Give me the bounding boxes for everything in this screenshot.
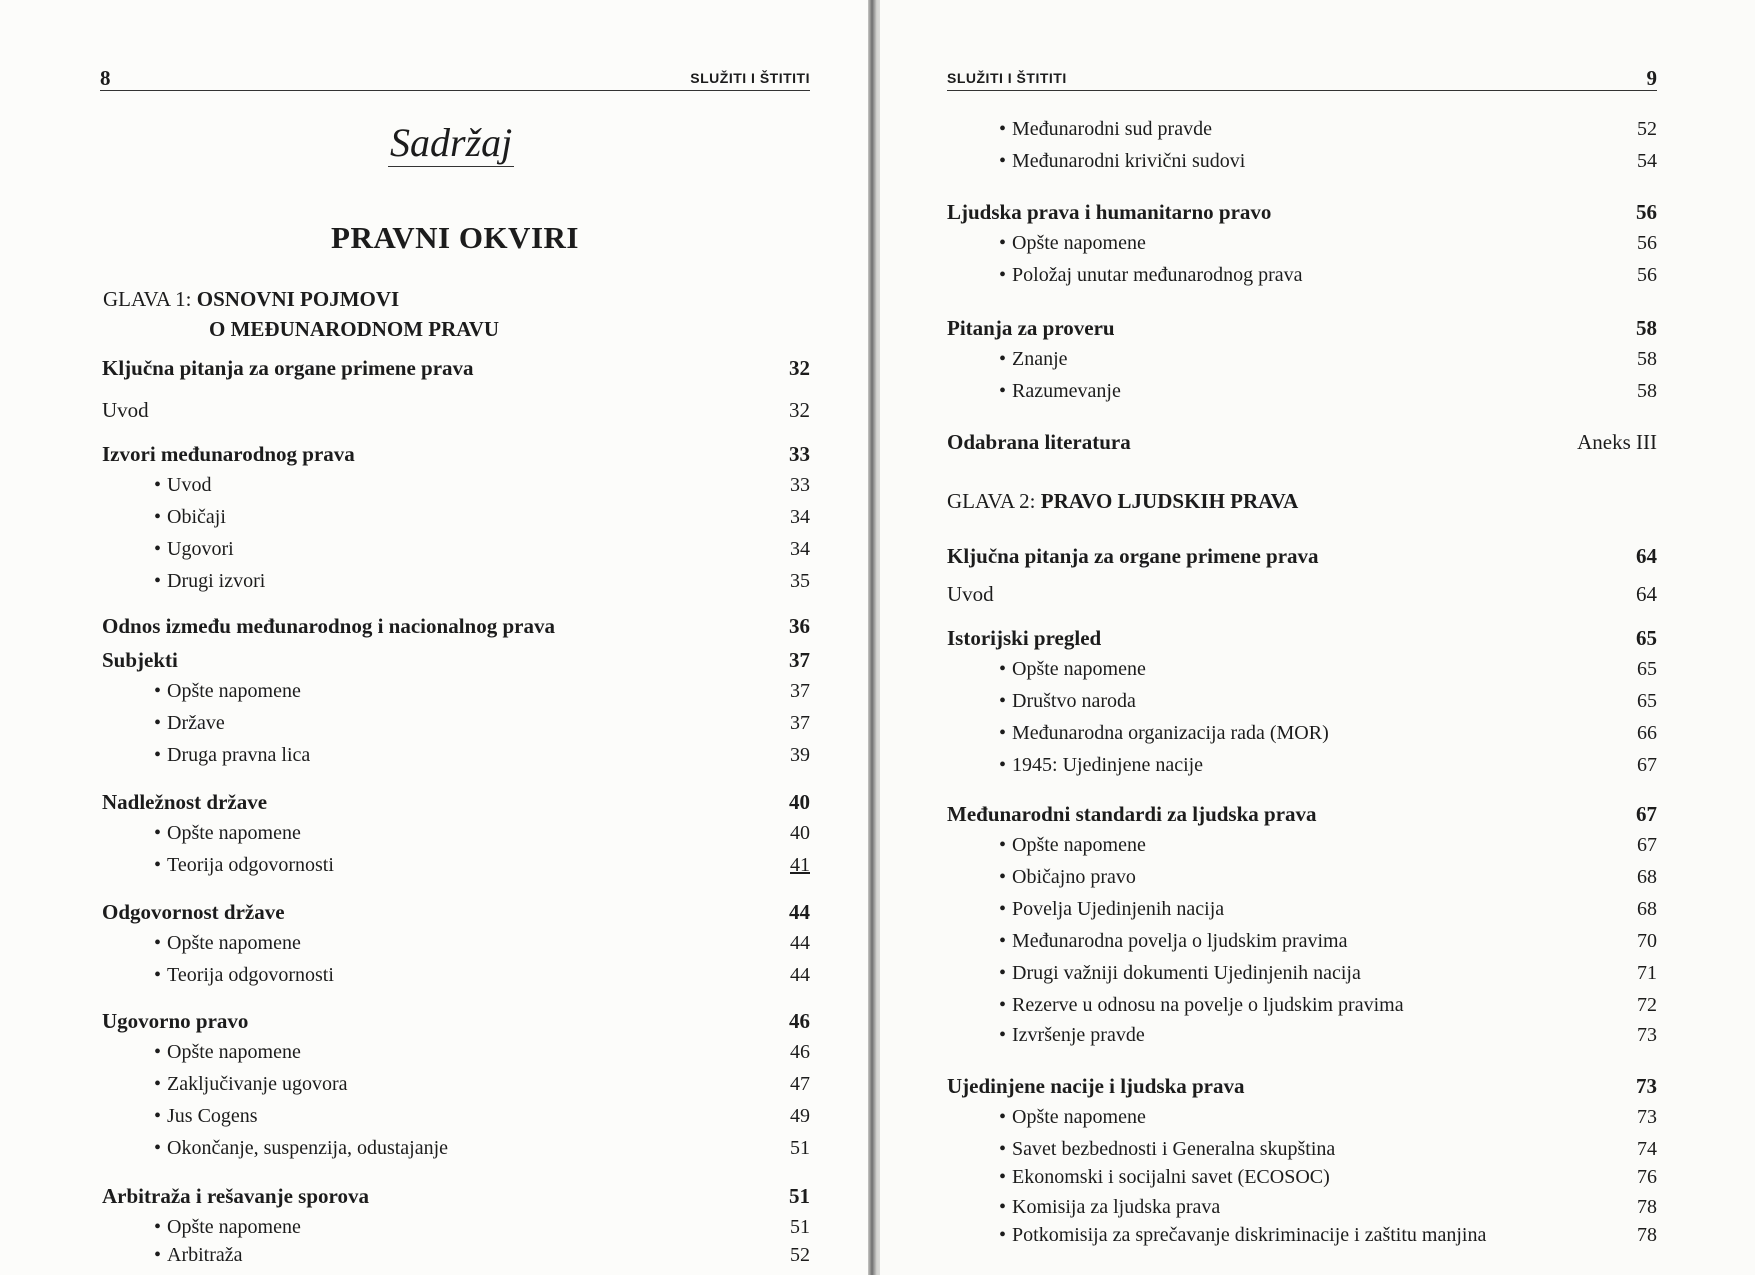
toc-entry-label [999,348,1068,371]
toc-entry [102,1184,810,1209]
toc-entry [102,442,810,467]
toc-entry-label [154,712,225,735]
toc-entry-text: Komisija za ljudska prava [1012,1196,1221,1218]
toc-page-number: 32 [789,356,810,380]
bullet-icon: • [154,1216,162,1238]
bullet-icon: • [999,1106,1007,1128]
toc-entry-label [102,900,285,925]
toc-page-number: 73 [1636,1074,1657,1098]
toc-entry-label [947,544,1319,569]
toc-page-number: 36 [789,614,810,638]
toc-entry-text: Uvod [167,474,212,496]
bullet-icon: • [154,570,162,592]
bullet-icon: • [999,834,1007,856]
toc-entry [999,118,1657,141]
right-running-head [947,60,1657,91]
toc-entry-label [999,722,1329,745]
toc-entry-text: Opšte napomene [167,1041,301,1063]
bullet-icon: • [154,854,162,876]
toc-entry-label [947,626,1101,651]
bullet-icon: • [154,822,162,844]
toc-entry-text: Nadležnost države [102,790,268,814]
toc-page-number: 40 [789,790,810,814]
toc-entry [999,994,1657,1017]
toc-entry [102,614,810,639]
toc-entry-label [999,1196,1220,1219]
bullet-icon: • [999,1024,1007,1046]
toc-entry [102,790,810,815]
toc-entry-label [154,1216,301,1239]
toc-entry-label [999,150,1245,173]
toc-entry [999,898,1657,921]
toc-page-number: 68 [1637,898,1657,920]
toc-entry-text: Okončanje, suspenzija, odustajanje [167,1137,449,1159]
toc-entry-text: Jus Cogens [167,1105,258,1127]
toc-entry [947,200,1657,225]
toc-entry-text: Odnos između međunarodnog i nacionalnog prava [102,614,555,638]
toc-entry [154,712,810,735]
toc-entry [999,658,1657,681]
chapter-2-prefix: GLAVA 2: [947,489,1036,513]
toc-page-number: 46 [789,1009,810,1033]
toc-entry-label [999,232,1146,255]
toc-entry [102,900,810,925]
toc-page-number: 67 [1637,754,1657,776]
toc-entry-text: Druga pravna lica [167,744,311,766]
toc-entry [154,538,810,561]
bullet-icon: • [154,964,162,986]
toc-entry-text: Savet bezbednosti i Generalna skupština [1012,1138,1336,1160]
bullet-icon: • [999,930,1007,952]
toc-entry [947,544,1657,569]
toc-entry-label [999,834,1146,857]
toc-entry-label [154,474,211,497]
toc-entry [999,834,1657,857]
toc-entry-text: Opšte napomene [167,680,301,702]
bullet-icon: • [999,658,1007,680]
toc-entry-label [999,658,1146,681]
toc-entry-label [999,380,1121,403]
bullet-icon: • [999,232,1007,254]
toc-page-number: 65 [1637,690,1657,712]
toc-entry-label [102,398,149,423]
toc-page-number: 68 [1637,866,1657,888]
toc-page-number: 73 [1637,1106,1657,1128]
toc-page-number: 40 [790,822,810,844]
toc-page-number: 58 [1636,316,1657,340]
toc-entry-text: Međunarodna povelja o ljudskim pravima [1012,930,1348,952]
toc-entry-label [154,506,226,529]
bullet-icon: • [999,962,1007,984]
toc-page-number: 47 [790,1073,810,1095]
left-page [0,0,868,1275]
toc-entry-text: Opšte napomene [1012,1106,1146,1128]
toc-entry [154,932,810,955]
toc-page-number: 73 [1637,1024,1657,1046]
chapter-1-title-line1: OSNOVNI POJMOVI [196,287,400,311]
toc-entry-text: Opšte napomene [1012,658,1146,680]
toc-page-number: 58 [1637,348,1657,370]
toc-entry-label [102,648,178,673]
toc-entry [154,822,810,845]
toc-entry [999,754,1657,777]
toc-page-number: 56 [1637,264,1657,286]
toc-entry-text: Zaključivanje ugovora [167,1073,348,1095]
toc-entry-label [102,614,555,639]
toc-entry [999,930,1657,953]
toc-entry [947,430,1657,455]
toc-page-number: 65 [1637,658,1657,680]
toc-entry-text: Subjekti [102,648,178,672]
toc-entry-text: Opšte napomene [167,932,301,954]
toc-entry-text: 1945: Ujedinjene nacije [1012,754,1204,776]
toc-entry-text: Arbitraža [167,1244,243,1266]
bullet-icon: • [999,118,1007,140]
toc-entry-label [999,866,1136,889]
toc-entry-text: Međunarodni krivični sudovi [1012,150,1246,172]
toc-page-number: 51 [789,1184,810,1208]
toc-entry [947,582,1657,607]
toc-entry-text: Ugovori [167,538,234,560]
toc-entry-label [154,1105,258,1128]
toc-entry-label [154,538,234,561]
toc-entry-text: Drugi važniji dokumenti Ujedinjenih nacija [1012,962,1361,984]
toc-entry-text: Odgovornost države [102,900,285,924]
bullet-icon: • [154,1041,162,1063]
toc-entry [102,648,810,673]
toc-entry-label [154,932,301,955]
bullet-icon: • [154,1244,162,1266]
bullet-icon: • [154,712,162,734]
toc-page-number: 54 [1637,150,1657,172]
toc-entry [999,1106,1657,1129]
toc-entry-label [154,570,265,593]
toc-entry [154,474,810,497]
toc-page-number: 71 [1637,962,1657,984]
toc-page-number: 65 [1636,626,1657,650]
toc-entry-text: Teorija odgovornosti [167,854,334,876]
bullet-icon: • [999,1224,1007,1246]
bullet-icon: • [999,866,1007,888]
bullet-icon: • [154,744,162,766]
toc-entry-label [947,430,1131,455]
toc-entry-label [999,1166,1330,1189]
toc-entry-text: Države [167,712,225,734]
toc-page-number: 52 [1637,118,1657,140]
toc-entry-text: Istorijski pregled [947,626,1102,650]
toc-entry-text: Teorija odgovornosti [167,964,334,986]
bullet-icon: • [999,690,1007,712]
toc-entry-label [947,1074,1245,1099]
toc-entry-text: Ključna pitanja za organe primene prava [102,356,474,380]
toc-entry-label [999,962,1361,985]
toc-entry [102,356,810,381]
chapter-1-prefix: GLAVA 1: [103,287,192,311]
left-folio: 8 [100,66,111,90]
toc-entry-label [999,264,1302,287]
toc-page-number: 46 [790,1041,810,1063]
toc-entry [947,626,1657,651]
toc-entry [999,1138,1657,1161]
toc-entry-label [999,754,1203,777]
toc-entry-label [999,994,1404,1017]
right-header-title: SLUŽITI I ŠTITITI [947,70,1067,86]
toc-page-number: 64 [1636,544,1657,568]
bullet-icon: • [999,380,1007,402]
toc-entry-label [999,1224,1486,1247]
toc-page-number: 44 [789,900,810,924]
toc-page-number: Aneks III [1577,430,1657,454]
toc-entry-label [102,442,355,467]
toc-entry-text: Znanje [1012,348,1068,370]
toc-entry-text: Međunarodni sud pravde [1012,118,1212,140]
bullet-icon: • [999,264,1007,286]
toc-entry-label [947,316,1115,341]
toc-entry-label [999,118,1212,141]
toc-entry-label [999,1106,1146,1129]
toc-entry-label [154,854,334,877]
toc-entry-label [947,582,994,607]
bullet-icon: • [154,1073,162,1095]
toc-entry-label [102,1009,248,1034]
toc-entry-text: Običaji [167,506,226,528]
toc-entry [154,964,810,987]
toc-entry-text: Ljudska prava i humanitarno pravo [947,200,1272,224]
toc-entry [999,962,1657,985]
toc-entry-label [154,744,310,767]
toc-entry [999,380,1657,403]
right-page [880,0,1755,1275]
toc-entry-label [154,822,301,845]
toc-page-number: 64 [1636,582,1657,606]
toc-entry [154,854,810,877]
toc-page-number: 78 [1637,1224,1657,1246]
toc-page-number: 34 [790,506,810,528]
bullet-icon: • [999,898,1007,920]
toc-entry-text: Običajno pravo [1012,866,1136,888]
toc-entry-label [154,1137,448,1160]
toc-page-number: 32 [789,398,810,422]
toc-entry [154,1073,810,1096]
toc-page-number: 44 [790,932,810,954]
toc-entry-text: Međunarodni standardi za ljudska prava [947,802,1317,826]
toc-entry [154,1041,810,1064]
toc-entry-text: Drugi izvori [167,570,266,592]
toc-entry-label [154,964,334,987]
toc-page-number: 52 [790,1244,810,1266]
toc-entry [154,1244,810,1267]
toc-entry-text: Razumevanje [1012,380,1121,402]
toc-page-number: 56 [1637,232,1657,254]
toc-entry-label [154,680,301,703]
chapter-1-heading [103,284,499,344]
right-folio: 9 [1646,66,1657,90]
bullet-icon: • [999,150,1007,172]
toc-entry [154,680,810,703]
toc-entry-text: Ključna pitanja za organe primene prava [947,544,1319,568]
toc-page-number: 35 [790,570,810,592]
toc-entry-text: Izvršenje pravde [1012,1024,1145,1046]
toc-page-number: 66 [1637,722,1657,744]
bullet-icon: • [154,506,162,528]
bullet-icon: • [154,1105,162,1127]
toc-entry-text: Uvod [947,582,994,606]
toc-page-number: 51 [790,1216,810,1238]
toc-entry [999,232,1657,255]
toc-entry [999,866,1657,889]
toc-entry [999,150,1657,173]
bullet-icon: • [999,994,1007,1016]
toc-entry [947,316,1657,341]
bullet-icon: • [999,1196,1007,1218]
bullet-icon: • [999,1138,1007,1160]
toc-entry-text: Opšte napomene [1012,232,1146,254]
toc-page-number: 41 [790,854,810,876]
bullet-icon: • [154,538,162,560]
toc-page-number: 44 [790,964,810,986]
toc-entry-text: Rezerve u odnosu na povelje o ljudskim pravima [1012,994,1404,1016]
bullet-icon: • [999,348,1007,370]
chapter-2-heading [947,486,1298,516]
part-title: PRAVNI OKVIRI [331,220,579,255]
toc-entry-label [947,200,1271,225]
chapter-2-title: PRAVO LJUDSKIH PRAVA [1040,489,1299,513]
toc-entry-text: Izvori međunarodnog prava [102,442,355,466]
toc-entry-label [102,790,267,815]
toc-entry [154,1216,810,1239]
bullet-icon: • [999,754,1007,776]
toc-page-number: 37 [790,712,810,734]
toc-page-number: 76 [1637,1166,1657,1188]
chapter-1-title-line2: O MEĐUNARODNOM PRAVU [209,317,500,341]
bullet-icon: • [154,932,162,954]
toc-entry-label [999,690,1136,713]
toc-page-number: 49 [790,1105,810,1127]
toc-entry-text: Ugovorno pravo [102,1009,249,1033]
toc-entry-label [999,898,1224,921]
toc-entry [154,570,810,593]
toc-entry-text: Odabrana literatura [947,430,1131,454]
toc-entry-label [999,930,1348,953]
toc-entry-text: Opšte napomene [1012,834,1146,856]
toc-entry [999,1196,1657,1219]
toc-entry [999,1024,1657,1047]
toc-entry-text: Uvod [102,398,149,422]
toc-entry [999,1224,1657,1247]
left-header-title: SLUŽITI I ŠTITITI [690,70,810,86]
toc-entry-text: Pitanja za proveru [947,316,1115,340]
toc-page-number: 56 [1636,200,1657,224]
toc-entry [999,690,1657,713]
toc-entry [947,1074,1657,1099]
toc-entry [999,1166,1657,1189]
toc-entry-text: Arbitraža i rešavanje sporova [102,1184,369,1208]
toc-entry-text: Položaj unutar međunarodnog prava [1012,264,1303,286]
toc-entry [999,264,1657,287]
toc-page-number: 78 [1637,1196,1657,1218]
toc-entry [102,398,810,423]
toc-entry-label [154,1073,348,1096]
toc-entry-text: Međunarodna organizacija rada (MOR) [1012,722,1329,744]
toc-page-number: 58 [1637,380,1657,402]
toc-entry-label [154,1041,301,1064]
toc-entry-text: Ujedinjene nacije i ljudska prava [947,1074,1245,1098]
toc-entry-label [999,1138,1335,1161]
bullet-icon: • [154,474,162,496]
toc-page-number: 70 [1637,930,1657,952]
toc-title: Sadržaj [390,120,513,165]
toc-page-number: 37 [789,648,810,672]
toc-entry-label [102,356,474,381]
toc-entry [154,1137,810,1160]
toc-page-number: 51 [790,1137,810,1159]
toc-entry [154,506,810,529]
toc-entry [999,722,1657,745]
bullet-icon: • [999,1166,1007,1188]
toc-page-number: 67 [1636,802,1657,826]
toc-entry-label [947,802,1317,827]
bullet-icon: • [154,680,162,702]
toc-entry-text: Društvo naroda [1012,690,1136,712]
toc-entry-text: Potkomisija za sprečavanje diskriminacije i zaštitu manjina [1012,1224,1487,1246]
toc-entry [102,1009,810,1034]
toc-entry-text: Povelja Ujedinjenih nacija [1012,898,1225,920]
left-running-head [100,60,810,91]
toc-page-number: 72 [1637,994,1657,1016]
toc-page-number: 74 [1637,1138,1657,1160]
toc-entry-text: Opšte napomene [167,822,301,844]
toc-page-number: 39 [790,744,810,766]
toc-page-number: 33 [790,474,810,496]
toc-entry [154,744,810,767]
toc-entry [947,802,1657,827]
toc-entry-label [154,1244,243,1267]
toc-page-number: 67 [1637,834,1657,856]
toc-entry-label [999,1024,1145,1047]
bullet-icon: • [999,722,1007,744]
toc-entry [999,348,1657,371]
toc-page-number: 33 [789,442,810,466]
toc-page-number: 34 [790,538,810,560]
toc-entry-label [102,1184,369,1209]
toc-entry [154,1105,810,1128]
toc-entry-text: Ekonomski i socijalni savet (ECOSOC) [1012,1166,1330,1188]
toc-page-number: 37 [790,680,810,702]
bullet-icon: • [154,1137,162,1159]
toc-entry-text: Opšte napomene [167,1216,301,1238]
